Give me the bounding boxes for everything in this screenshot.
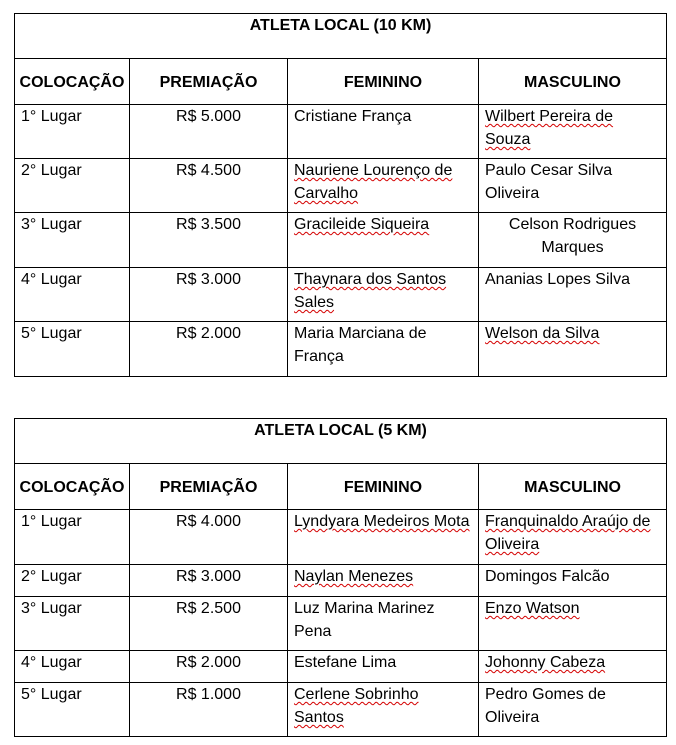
table-row (15, 105, 667, 159)
place-cell: 1° Lugar (15, 510, 130, 565)
header-feminino: FEMININO (288, 59, 479, 105)
female-name: Nauriene Lourenço de Carvalho (294, 162, 453, 202)
female-name: Lyndyara Medeiros Mota (294, 513, 470, 530)
male-name: Johonny Cabeza (485, 654, 606, 671)
female-cell (288, 510, 479, 565)
header-colocacao: COLOCAÇÃO (15, 59, 130, 105)
male-name: Wilbert Pereira de Souza (485, 108, 614, 148)
table-row (15, 510, 667, 565)
place-cell: 4° Lugar (15, 651, 130, 683)
male-name: Enzo Watson (485, 600, 580, 617)
table-row (15, 159, 667, 213)
female-cell: Estefane Lima (288, 651, 479, 683)
prize-cell: R$ 3.500 (130, 213, 288, 268)
male-cell: Pedro Gomes de Oliveira (479, 683, 667, 737)
female-cell: Maria Marciana de França (288, 322, 479, 377)
place-cell: 2° Lugar (15, 565, 130, 597)
prize-table-10km (14, 13, 667, 377)
male-cell (479, 597, 667, 651)
table-row (15, 565, 667, 597)
female-cell (288, 565, 479, 597)
table-row (15, 597, 667, 651)
male-cell (479, 510, 667, 565)
male-cell (479, 322, 667, 377)
female-cell (288, 159, 479, 213)
header-premiacao: PREMIAÇÃO (130, 464, 288, 510)
place-cell: 4° Lugar (15, 268, 130, 322)
table-title: ATLETA LOCAL (10 KM) (15, 14, 667, 59)
male-cell: Paulo Cesar Silva Oliveira (479, 159, 667, 213)
male-name: Welson da Silva (485, 325, 600, 342)
place-cell: 3° Lugar (15, 597, 130, 651)
female-cell: Cristiane França (288, 105, 479, 159)
prize-cell: R$ 2.000 (130, 651, 288, 683)
prize-cell: R$ 2.500 (130, 597, 288, 651)
prize-cell: R$ 5.000 (130, 105, 288, 159)
female-name: Naylan Menezes (294, 568, 414, 585)
place-cell: 1° Lugar (15, 105, 130, 159)
female-name: Cerlene Sobrinho Santos (294, 686, 419, 726)
table-row (15, 322, 667, 377)
female-cell: Luz Marina Marinez Pena (288, 597, 479, 651)
prize-cell: R$ 1.000 (130, 683, 288, 737)
place-cell: 5° Lugar (15, 322, 130, 377)
male-cell: Celson Rodrigues Marques (479, 213, 667, 268)
table-row (15, 213, 667, 268)
table-title: ATLETA LOCAL (5 KM) (15, 419, 667, 464)
female-cell (288, 213, 479, 268)
male-cell (479, 105, 667, 159)
female-cell (288, 268, 479, 322)
male-cell (479, 651, 667, 683)
place-cell: 3° Lugar (15, 213, 130, 268)
prize-cell: R$ 2.000 (130, 322, 288, 377)
header-masculino: MASCULINO (479, 464, 667, 510)
header-feminino: FEMININO (288, 464, 479, 510)
female-cell (288, 683, 479, 737)
prize-table-5km (14, 418, 667, 737)
prize-cell: R$ 4.500 (130, 159, 288, 213)
prize-cell: R$ 3.000 (130, 268, 288, 322)
table-row (15, 268, 667, 322)
place-cell: 5° Lugar (15, 683, 130, 737)
male-cell: Domingos Falcão (479, 565, 667, 597)
female-name: Gracileide Siqueira (294, 216, 430, 233)
table-row (15, 651, 667, 683)
header-colocacao: COLOCAÇÃO (15, 464, 130, 510)
table-row (15, 683, 667, 737)
place-cell: 2° Lugar (15, 159, 130, 213)
male-name: Franquinaldo Araújo de Oliveira (485, 513, 651, 553)
header-masculino: MASCULINO (479, 59, 667, 105)
female-name: Thaynara dos Santos Sales (294, 271, 447, 311)
male-cell: Ananias Lopes Silva (479, 268, 667, 322)
header-premiacao: PREMIAÇÃO (130, 59, 288, 105)
prize-cell: R$ 4.000 (130, 510, 288, 565)
prize-cell: R$ 3.000 (130, 565, 288, 597)
